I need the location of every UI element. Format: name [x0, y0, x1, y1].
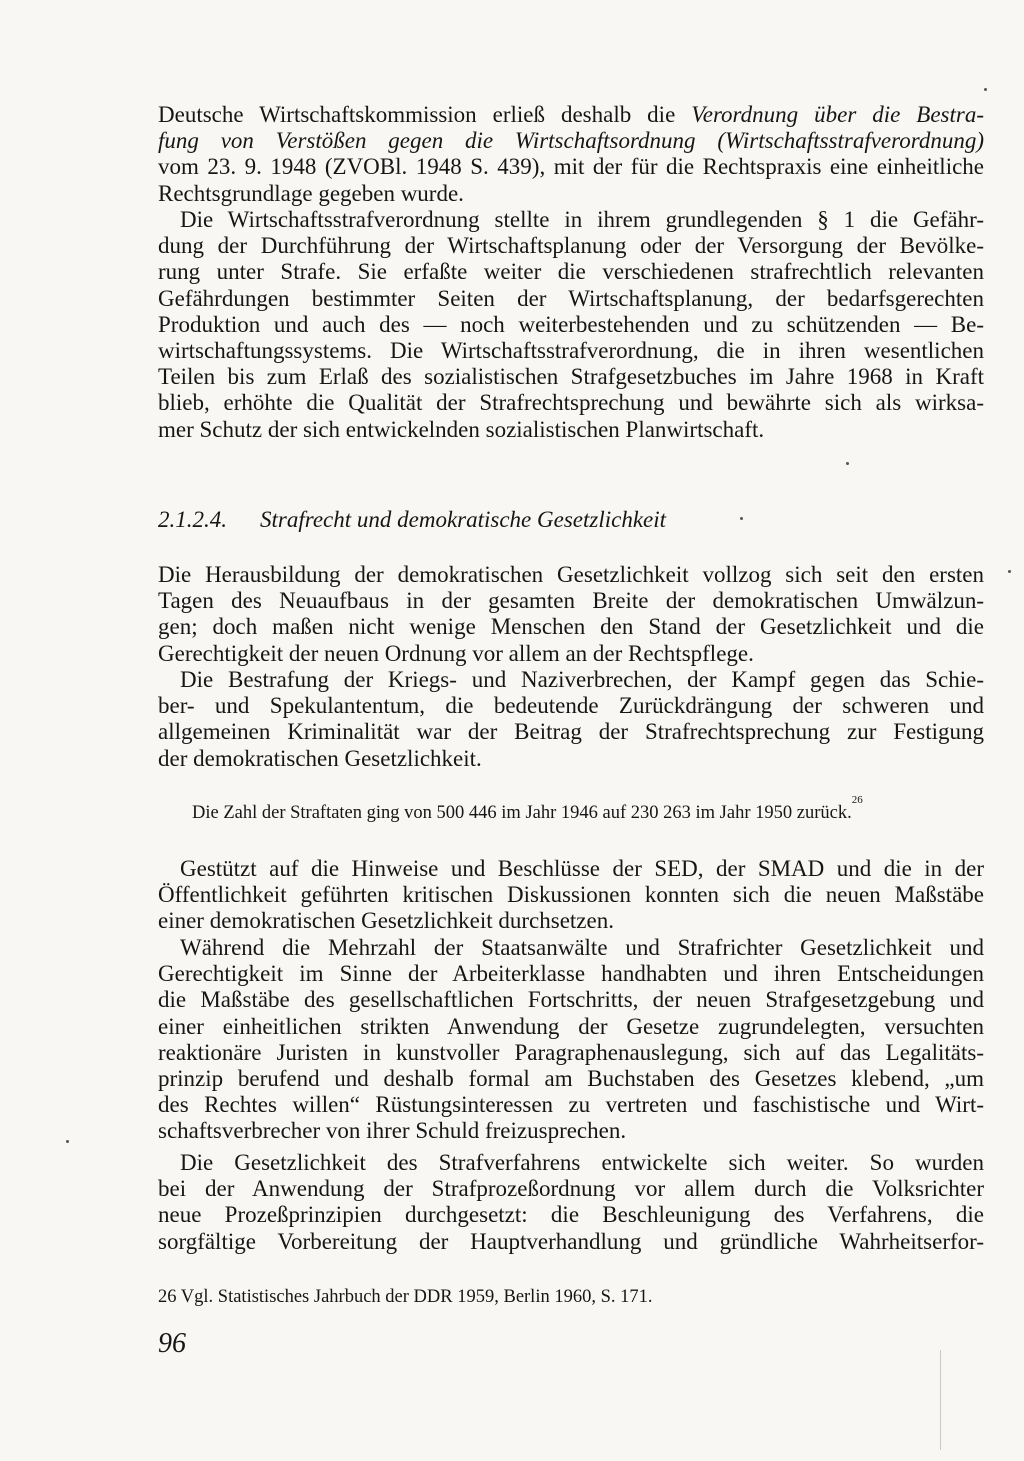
- text-line: fung von Verstößen gegen die Wirtschaftsordnung (Wirtschaftsstrafverordnung): [158, 128, 984, 154]
- paragraph-gestuetzt: [158, 856, 984, 935]
- text-line: bei der Anwendung der Strafprozeßordnung vor allem durch die Volksrichter: [158, 1176, 984, 1202]
- text-line: Rechtsgrundlage gegeben wurde.: [158, 180, 464, 206]
- scan-speck: [984, 88, 987, 91]
- text-line: Die Wirtschaftsstrafverordnung stellte in ihrem grundlegenden § 1 die Gefähr-: [180, 207, 984, 232]
- text-line: Während die Mehrzahl der Staatsanwälte und Strafrichter Gesetzlichkeit und: [180, 935, 984, 960]
- section-number: 2.1.2.4.: [158, 507, 227, 532]
- paragraph-wirtschaftsstrafverordnung-intro: [158, 102, 984, 207]
- scan-speck: [1008, 570, 1011, 573]
- text-line: Teilen bis zum Erlaß des sozialistischen Strafgesetzbuches im Jahre 1968 in Kraft: [158, 364, 984, 390]
- paragraph-wirtschaftsstrafverordnung: [158, 207, 984, 443]
- paragraph-bestrafung: [158, 667, 984, 772]
- section-title: Strafrecht und demokratische Gesetzlichkeit: [260, 507, 667, 532]
- text-line: schaftsverbrecher von ihrer Schuld freizusprechen.: [158, 1118, 627, 1144]
- text-line: die Maßstäbe des gesellschaftlichen Fortschritts, der neuen Strafgesetzgebung und: [158, 987, 984, 1013]
- text-line: einer demokratischen Gesetzlichkeit durchsetzen.: [158, 908, 614, 934]
- text-line: Gefährdungen bestimmter Seiten der Wirtschaftsplanung, der bedarfsgerechten: [158, 285, 984, 311]
- paragraph-staatsanwaelte: [158, 935, 984, 1145]
- text-line: neue Prozeßprinzipien durchgesetzt: die Beschleunigung des Verfahrens, die: [158, 1202, 984, 1228]
- scan-speck: [66, 1140, 69, 1143]
- scan-speck: [846, 462, 849, 465]
- scan-edge-line: [940, 1350, 941, 1450]
- text-line: des Rechtes willen“ Rüstungsinteressen zu vertreten und faschistische und Wirt-: [158, 1092, 984, 1118]
- footnote: 26 Vgl. Statistisches Jahrbuch der DDR 1959, Berlin 1960, S. 171.: [158, 1287, 653, 1307]
- text-line: Gestützt auf die Hinweise und Beschlüsse der SED, der SMAD und die in der: [180, 856, 984, 881]
- text-span: Deutsche Wirtschaftskommission erließ deshalb die: [158, 102, 692, 127]
- text-line: reaktionäre Juristen in kunstvoller Paragraphenauslegung, sich auf das Legalitäts-: [158, 1039, 984, 1065]
- statistic-text: Die Zahl der Straftaten ging von 500 446 im Jahr 1946 auf 230 263 im Jahr 1950 zurück.: [192, 803, 852, 823]
- text-line: allgemeinen Kriminalität war der Beitrag der Strafrechtsprechung zur Festigung: [158, 719, 984, 745]
- text-line: vom 23. 9. 1948 (ZVOBl. 1948 S. 439), mit der für die Rechtspraxis eine einheitliche: [158, 154, 984, 180]
- text-line: wirtschaftungssystems. Die Wirtschaftsstrafverordnung, die in ihren wesentlichen: [158, 338, 984, 364]
- paragraph-strafverfahren: [158, 1150, 984, 1255]
- footnote-reference: 26: [851, 794, 863, 806]
- text-line: Die Gesetzlichkeit des Strafverfahrens entwickelte sich weiter. So wurden: [180, 1150, 984, 1175]
- statistic-note: [192, 794, 863, 824]
- text-line: Gerechtigkeit der neuen Ordnung vor allem an der Rechtspflege.: [158, 640, 754, 666]
- page-number: 96: [158, 1328, 186, 1359]
- text-line: sorgfältige Vorbereitung der Hauptverhandlung und gründliche Wahrheitserfor-: [158, 1228, 984, 1254]
- text-line: ber- und Spekulantentum, die bedeutende Zurückdrängung der schweren und: [158, 693, 984, 719]
- text-line: einer einheitlichen strikten Anwendung der Gesetze zugrundelegten, versuchten: [158, 1013, 984, 1039]
- text-line: mer Schutz der sich entwickelnden sozialistischen Planwirtschaft.: [158, 416, 765, 442]
- text-line: Produktion und auch des — noch weiterbestehenden und zu schützenden — Be-: [158, 311, 984, 337]
- scan-speck: [740, 517, 743, 520]
- text-line: blieb, erhöhte die Qualität der Strafrechtsprechung und bewährte sich als wirksa-: [158, 390, 984, 416]
- text-line: Öffentlichkeit geführten kritischen Diskussionen konnten sich die neuen Maßstäbe: [158, 882, 984, 908]
- text-line: Tagen des Neuaufbaus in der gesamten Breite der demokratischen Umwälzun-: [158, 588, 984, 614]
- text-line: [158, 102, 984, 128]
- text-line: gen; doch maßen nicht wenige Menschen den Stand der Gesetzlichkeit und die: [158, 614, 984, 640]
- italic-text-span: Verordnung über die Bestra-: [691, 102, 985, 127]
- text-line: prinzip berufend und deshalb formal am Buchstaben des Gesetzes klebend, „um: [158, 1066, 984, 1092]
- text-line: dung der Durchführung der Wirtschaftsplanung oder der Versorgung der Bevölke-: [158, 233, 984, 259]
- text-line: der demokratischen Gesetzlichkeit.: [158, 745, 482, 771]
- paragraph-gesetzlichkeit: [158, 562, 984, 667]
- text-line: Die Herausbildung der demokratischen Gesetzlichkeit vollzog sich seit den ersten: [158, 562, 984, 587]
- section-heading: [158, 506, 798, 534]
- text-line: rung unter Strafe. Sie erfaßte weiter die verschiedenen strafrechtlich relevanten: [158, 259, 984, 285]
- text-line: Gerechtigkeit im Sinne der Arbeiterklasse handhabten und ihren Entscheidungen: [158, 961, 984, 987]
- text-line: Die Bestrafung der Kriegs- und Naziverbrechen, der Kampf gegen das Schie-: [180, 667, 984, 692]
